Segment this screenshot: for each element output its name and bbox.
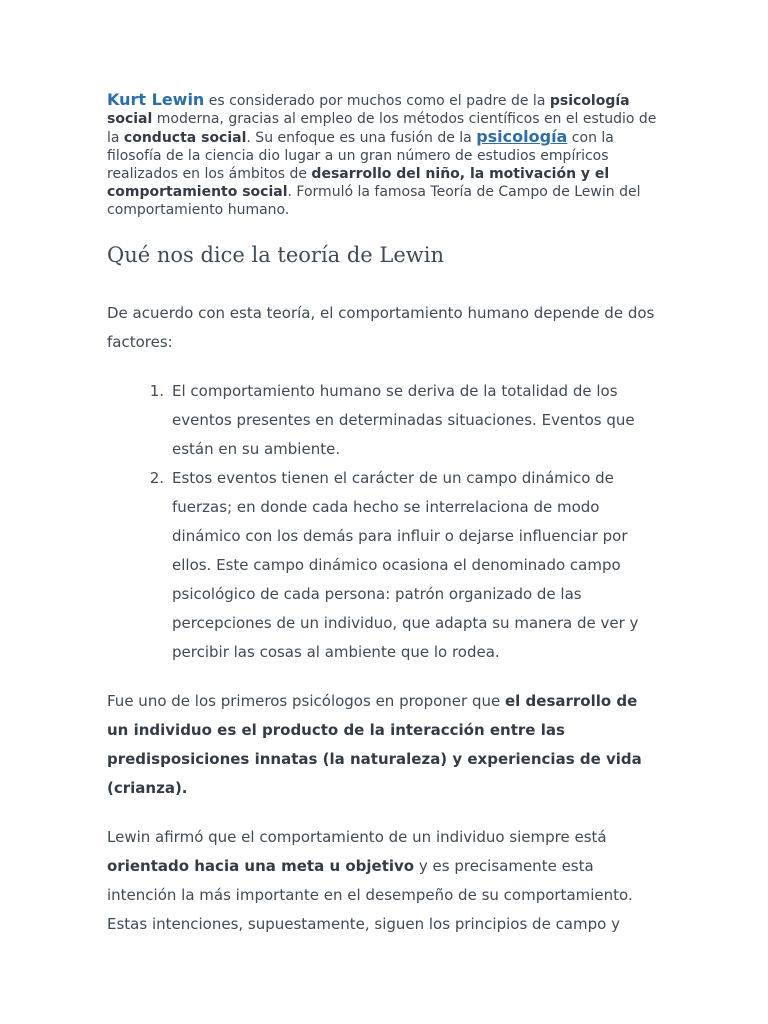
- section-heading: Qué nos dice la teoría de Lewin: [107, 243, 444, 267]
- development-text: Fue uno de los primeros psicólogos en proponer que: [107, 692, 505, 710]
- intro-paragraph: [107, 91, 662, 219]
- goal-bold: orientado hacia una meta u objetivo: [107, 857, 415, 875]
- intro-text-5: . Formuló la famosa Teoría de Campo de Lewin del comportamiento humano.: [107, 184, 641, 218]
- development-paragraph: [107, 687, 662, 803]
- development-bold: el desarrollo de un individuo es el producto de la interacción entre las predisposiciones innatas (la naturaleza) y experiencias de vida (crianza).: [107, 692, 642, 797]
- intro-text-4: con la filosofía de la ciencia dio lugar a un gran número de estudios empíricos realizados en los ámbitos de: [107, 130, 614, 182]
- goal-text-2: y es precisamente esta intención la más importante en el desempeño de su comportamiento. Estas intenciones, supuestamente, siguen los principios de campo y: [107, 857, 633, 933]
- list-item: [107, 464, 662, 667]
- intro-bold-2: conducta social: [123, 130, 247, 146]
- psicologia-link[interactable]: psicología: [476, 127, 568, 146]
- kurt-lewin-link[interactable]: Kurt Lewin: [107, 90, 205, 109]
- intro-bold-3: desarrollo del niño, la motivación y el comportamiento social: [107, 166, 610, 200]
- list-item: [107, 377, 662, 464]
- goal-text-1: Lewin afirmó que el comportamiento de un individuo siempre está: [107, 828, 607, 846]
- goal-paragraph: [107, 823, 662, 939]
- intro-text-1: es considerado por muchos como el padre de la: [204, 93, 550, 109]
- list-item-text: Estos eventos tienen el carácter de un campo dinámico de fuerzas; en donde cada hecho se interrelaciona de modo dinámico con los demás para influir o dejarse influenciar por ellos. Este campo dinámico ocasiona el denominado campo psicológico de cada persona: patrón organizado de las percepciones de un individuo, que adapta su manera de ver y percibir las cosas al ambiente que lo rodea.: [172, 469, 639, 661]
- intro-text-3: . Su enfoque es una fusión de la: [246, 130, 477, 146]
- intro-text-2: moderna, gracias al empleo de los métodos científicos en el estudio de la: [107, 111, 657, 146]
- factors-list: [107, 377, 662, 667]
- document-page: [107, 91, 662, 939]
- intro-bold-1: psicología social: [107, 93, 630, 127]
- factors-intro-paragraph: De acuerdo con esta teoría, el comportamiento humano depende de dos factores:: [107, 304, 655, 351]
- list-item-text: El comportamiento humano se deriva de la totalidad de los eventos presentes en determinadas situaciones. Eventos que están en su ambiente.: [172, 382, 635, 458]
- list-item-number: 1.: [149, 382, 164, 400]
- list-item-number: 2.: [149, 469, 164, 487]
